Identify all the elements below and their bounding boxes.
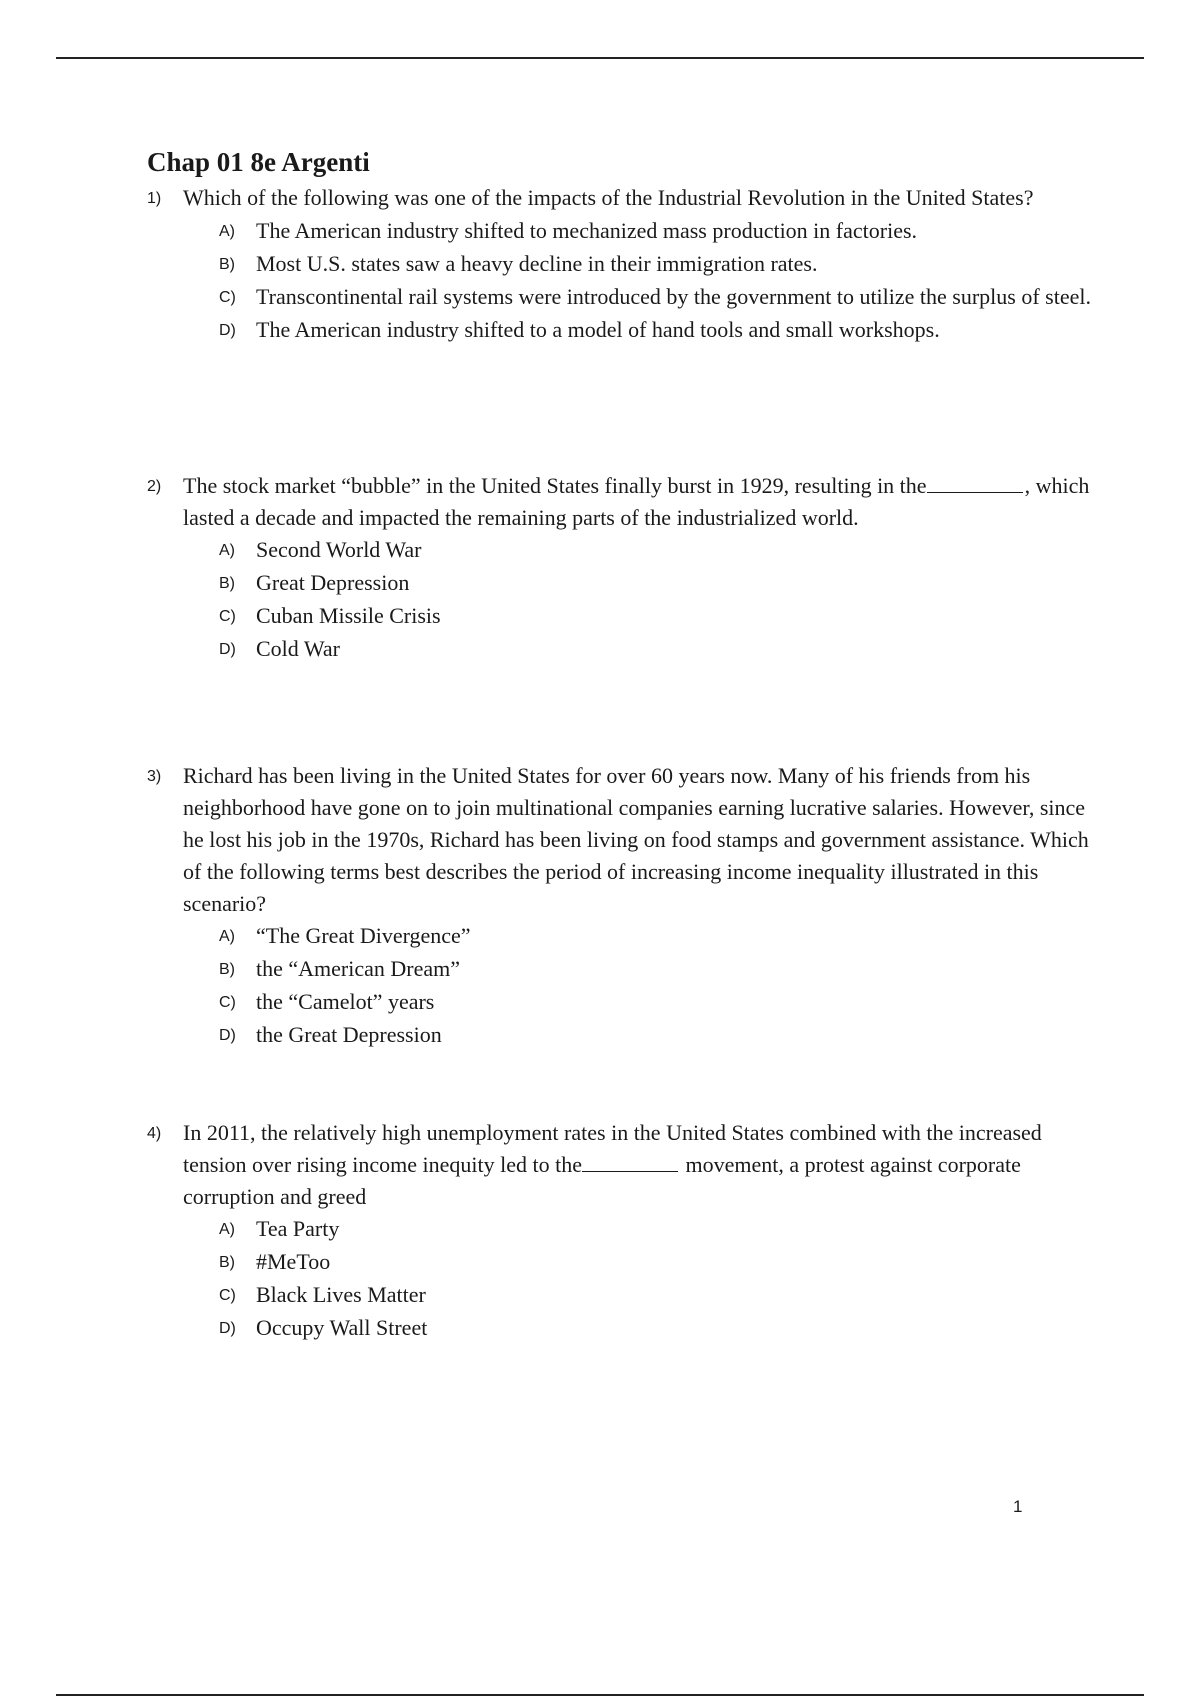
option-text: Transcontinental rail systems were introduced by the government to utilize the surplus of steel. — [256, 284, 1092, 309]
option-text: Great Depression — [256, 570, 410, 595]
option-text: Occupy Wall Street — [256, 1315, 428, 1340]
option-letter: B) — [219, 961, 235, 978]
option-letter: A) — [219, 1221, 235, 1238]
option-letter: C) — [219, 608, 236, 625]
answer-option-a — [219, 534, 1097, 567]
question-stem-after-blank: , which lasted a decade and impacted the remaining parts of the industrialized world. — [183, 473, 1090, 530]
question-stem-after-blank: movement, a protest against corporate corruption and greed — [183, 1152, 1021, 1209]
option-letter: A) — [219, 542, 235, 559]
option-letter: B) — [219, 575, 235, 592]
option-text: Black Lives Matter — [256, 1282, 426, 1307]
option-letter: D) — [219, 1027, 236, 1044]
answer-option-d — [219, 1019, 1097, 1052]
question-number: 3) — [147, 768, 162, 785]
option-letter: B) — [219, 1254, 235, 1271]
bottom-rule — [56, 1694, 1144, 1696]
option-text: Second World War — [256, 537, 422, 562]
question-stem-before-blank: The stock market “bubble” in the United States finally burst in 1929, resulting in the — [183, 473, 927, 498]
option-text: Cuban Missile Crisis — [256, 603, 441, 628]
question-stem — [183, 470, 1097, 534]
option-text: “The Great Divergence” — [256, 923, 471, 948]
answer-option-a — [219, 1213, 1097, 1246]
option-text: the “American Dream” — [256, 956, 460, 981]
question-stem: Which of the following was one of the impacts of the Industrial Revolution in the United States? — [183, 185, 1034, 210]
option-text: the Great Depression — [256, 1022, 442, 1047]
question-3 — [147, 760, 1097, 1052]
answer-option-d — [219, 633, 1097, 666]
answer-option-b — [219, 1246, 1097, 1279]
answer-options — [219, 215, 1097, 347]
fill-in-blank — [927, 472, 1023, 493]
answer-option-a — [219, 215, 1097, 248]
fill-in-blank — [582, 1151, 678, 1172]
question-stem — [183, 1117, 1097, 1213]
question-2 — [147, 470, 1097, 666]
question-1 — [147, 182, 1097, 347]
top-rule — [56, 57, 1144, 59]
question-number: 1) — [147, 190, 162, 207]
option-text: The American industry shifted to mechanized mass production in factories. — [256, 218, 918, 243]
option-letter: A) — [219, 928, 235, 945]
option-text: The American industry shifted to a model of hand tools and small workshops. — [256, 317, 940, 342]
option-letter: C) — [219, 1287, 236, 1304]
option-letter: C) — [219, 289, 236, 306]
answer-option-a — [219, 920, 1097, 953]
answer-option-c — [219, 281, 1097, 314]
answer-option-c — [219, 600, 1097, 633]
answer-option-c — [219, 986, 1097, 1019]
answer-option-b — [219, 567, 1097, 600]
question-number: 4) — [147, 1125, 162, 1142]
answer-option-d — [219, 1312, 1097, 1345]
option-text: Cold War — [256, 636, 340, 661]
option-letter: D) — [219, 1320, 236, 1337]
answer-option-b — [219, 248, 1097, 281]
option-letter: D) — [219, 641, 236, 658]
question-stem-before-blank: In 2011, the relatively high unemployment rates in the United States combined with the increased tension over rising income inequity led to the — [183, 1120, 1042, 1177]
answer-options — [219, 534, 1097, 666]
question-stem: Richard has been living in the United States for over 60 years now. Many of his friends from his neighborhood have gone on to join multinational companies earning lucrative salaries. However, since he lost his job in the 1970s, Richard has been living on food stamps and government assistance. Which of the following terms best describes the period of increasing income inequality illustrated in this scenario? — [183, 763, 1089, 916]
answer-option-c — [219, 1279, 1097, 1312]
page-title: Chap 01 8e Argenti — [147, 147, 370, 177]
answer-options — [219, 1213, 1097, 1345]
option-letter: D) — [219, 322, 236, 339]
page-number: 1 — [1013, 1497, 1023, 1516]
option-text: Most U.S. states saw a heavy decline in their immigration rates. — [256, 251, 818, 276]
option-letter: B) — [219, 256, 235, 273]
answer-options — [219, 920, 1097, 1052]
answer-option-b — [219, 953, 1097, 986]
option-text: Tea Party — [256, 1216, 340, 1241]
option-letter: A) — [219, 223, 235, 240]
answer-option-d — [219, 314, 1097, 347]
option-letter: C) — [219, 994, 236, 1011]
option-text: #MeToo — [256, 1249, 331, 1274]
option-text: the “Camelot” years — [256, 989, 435, 1014]
question-4 — [147, 1117, 1097, 1345]
question-number: 2) — [147, 478, 162, 495]
